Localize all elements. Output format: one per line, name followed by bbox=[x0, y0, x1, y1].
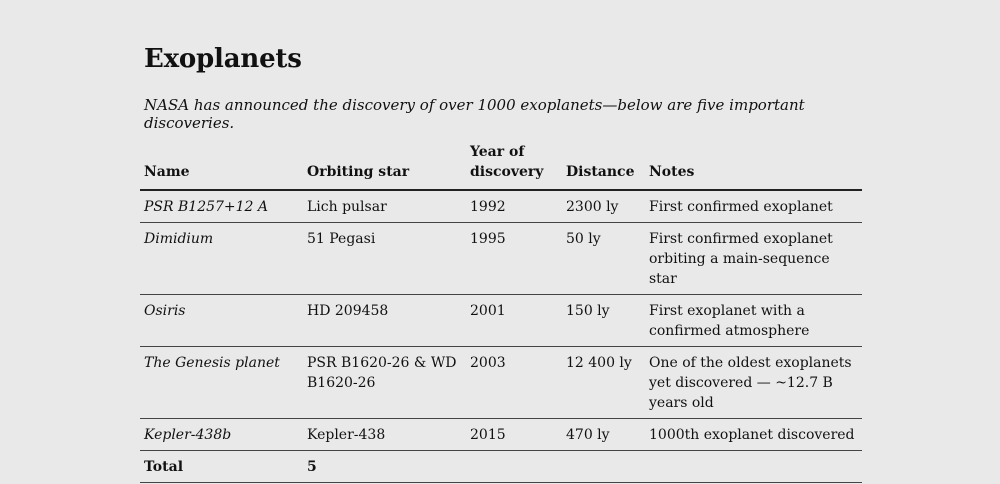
table-header-row bbox=[140, 142, 862, 190]
cell-empty bbox=[562, 451, 645, 483]
cell-name: PSR B1257+12 A bbox=[140, 190, 303, 223]
total-value: 5 bbox=[303, 451, 466, 483]
cell-star: 51 Pegasi bbox=[303, 223, 466, 295]
intro-text: NASA has announced the discovery of over 1000 exoplanets—below are five important discoveries. bbox=[144, 96, 805, 132]
cell-year: 2003 bbox=[466, 347, 562, 419]
cell-distance: 2300 ly bbox=[562, 190, 645, 223]
header-notes: Notes bbox=[645, 142, 862, 190]
header-distance: Distance bbox=[562, 142, 645, 190]
cell-distance: 50 ly bbox=[562, 223, 645, 295]
cell-year: 2001 bbox=[466, 295, 562, 347]
page-title: Exoplanets bbox=[144, 44, 302, 74]
cell-empty bbox=[466, 451, 562, 483]
cell-year: 2015 bbox=[466, 419, 562, 451]
table-row bbox=[140, 347, 862, 419]
cell-distance: 150 ly bbox=[562, 295, 645, 347]
cell-notes: One of the oldest exoplanets yet discovered — ~12.7 B years old bbox=[645, 347, 862, 419]
exoplanets-table bbox=[140, 142, 862, 483]
cell-distance: 470 ly bbox=[562, 419, 645, 451]
cell-notes: First exoplanet with a confirmed atmosphere bbox=[645, 295, 862, 347]
header-name: Name bbox=[140, 142, 303, 190]
cell-name: Kepler-438b bbox=[140, 419, 303, 451]
cell-name: The Genesis planet bbox=[140, 347, 303, 419]
header-orbiting-star: Orbiting star bbox=[303, 142, 466, 190]
header-year: Year of discovery bbox=[466, 142, 562, 190]
total-row bbox=[140, 451, 862, 483]
cell-star: Lich pulsar bbox=[303, 190, 466, 223]
cell-star: HD 209458 bbox=[303, 295, 466, 347]
cell-star: PSR B1620-26 & WD B1620-26 bbox=[303, 347, 466, 419]
table-row bbox=[140, 295, 862, 347]
cell-star: Kepler-438 bbox=[303, 419, 466, 451]
cell-name: Osiris bbox=[140, 295, 303, 347]
cell-distance: 12 400 ly bbox=[562, 347, 645, 419]
cell-notes: 1000th exoplanet discovered bbox=[645, 419, 862, 451]
cell-notes: First confirmed exoplanet bbox=[645, 190, 862, 223]
cell-year: 1992 bbox=[466, 190, 562, 223]
table-row bbox=[140, 419, 862, 451]
total-label: Total bbox=[140, 451, 303, 483]
content bbox=[140, 44, 862, 475]
table-row bbox=[140, 190, 862, 223]
cell-empty bbox=[645, 451, 862, 483]
cell-name: Dimidium bbox=[140, 223, 303, 295]
cell-year: 1995 bbox=[466, 223, 562, 295]
cell-notes: First confirmed exoplanet orbiting a main-sequence star bbox=[645, 223, 862, 295]
table-row bbox=[140, 223, 862, 295]
